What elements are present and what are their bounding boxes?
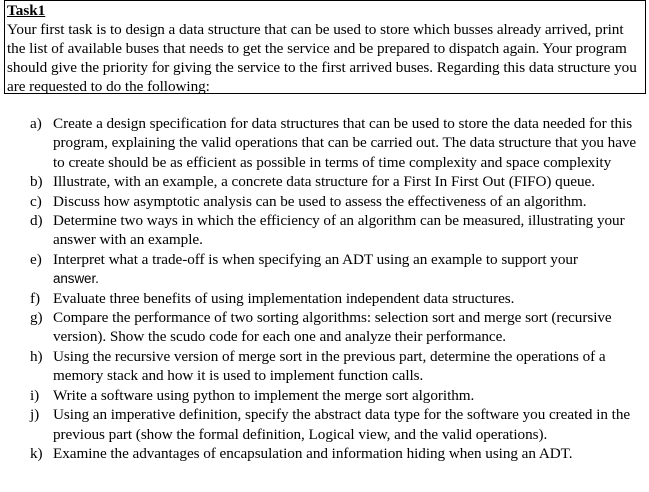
item-marker: i) xyxy=(30,386,40,404)
item-text: Discuss how asymptotic analysis can be used to assess the effectiveness of an algorithm. xyxy=(53,192,587,210)
item-text: Using an imperative definition, specify the abstract data type for the software you created in the previous part (show the formal definition, Logical view, and the valid operations). xyxy=(53,406,631,443)
item-text: Examine the advantages of encapsulation and information hiding when using an ADT. xyxy=(53,444,573,462)
task-list xyxy=(30,114,646,463)
list-item-j xyxy=(30,405,646,444)
item-text-continuation: answer. xyxy=(53,271,99,287)
item-marker: f) xyxy=(30,289,41,307)
list-item-c xyxy=(30,192,646,211)
list-item-k xyxy=(30,444,646,463)
item-text: Create a design specification for data structures that can be used to store the data needed for this program, explaining the valid operations that can be carried out. The data structure that you have to create should be as efficient as possible in terms of time complexity and space complexity xyxy=(53,115,637,171)
item-marker: k) xyxy=(30,444,43,462)
task-intro-box xyxy=(4,0,646,94)
item-marker: b) xyxy=(30,173,43,191)
list-item-g xyxy=(30,308,646,347)
item-text: Using the recursive version of merge sort in the previous part, determine the operations of a memory stack and how it is used to implement function calls. xyxy=(53,347,606,385)
item-marker: d) xyxy=(30,212,43,230)
list-item-h xyxy=(30,347,646,386)
item-marker: j) xyxy=(30,406,40,424)
item-text: Illustrate, with an example, a concrete data structure for a First In First Out (FIFO) queue. xyxy=(53,173,595,191)
item-marker: h) xyxy=(30,347,43,365)
item-marker: e) xyxy=(30,250,42,268)
item-text: Write a software using python to implement the merge sort algorithm. xyxy=(53,386,475,404)
list-item-i xyxy=(30,386,646,405)
list-item-a xyxy=(30,114,646,172)
item-text: Determine two ways in which the efficiency of an algorithm can be measured, illustrating your answer with an example. xyxy=(53,212,625,249)
item-text: Evaluate three benefits of using implementation independent data structures. xyxy=(53,289,515,307)
list-item-f xyxy=(30,289,646,308)
item-text: Interpret what a trade-off is when specifying an ADT using an example to support your xyxy=(53,250,578,268)
list-item-b xyxy=(30,172,646,191)
list-item-e xyxy=(30,250,646,289)
list-item-d xyxy=(30,211,646,250)
task-title: Task1 xyxy=(7,2,46,19)
item-text: Compare the performance of two sorting algorithms: selection sort and merge sort (recursive version). Show the scudo code for each one and analyze their performance. xyxy=(53,309,612,346)
item-marker: c) xyxy=(30,192,42,210)
task-intro-text: Your first task is to design a data structure that can be used to store which busses already arrived, print the list of available buses that needs to get the service and be prepared to dispatch again. Your program should give the priority for giving the service to the first arrived buses. Regarding this data structure you are requested to do the following: xyxy=(7,21,637,95)
item-marker: a) xyxy=(30,115,42,132)
item-marker: g) xyxy=(30,309,43,327)
